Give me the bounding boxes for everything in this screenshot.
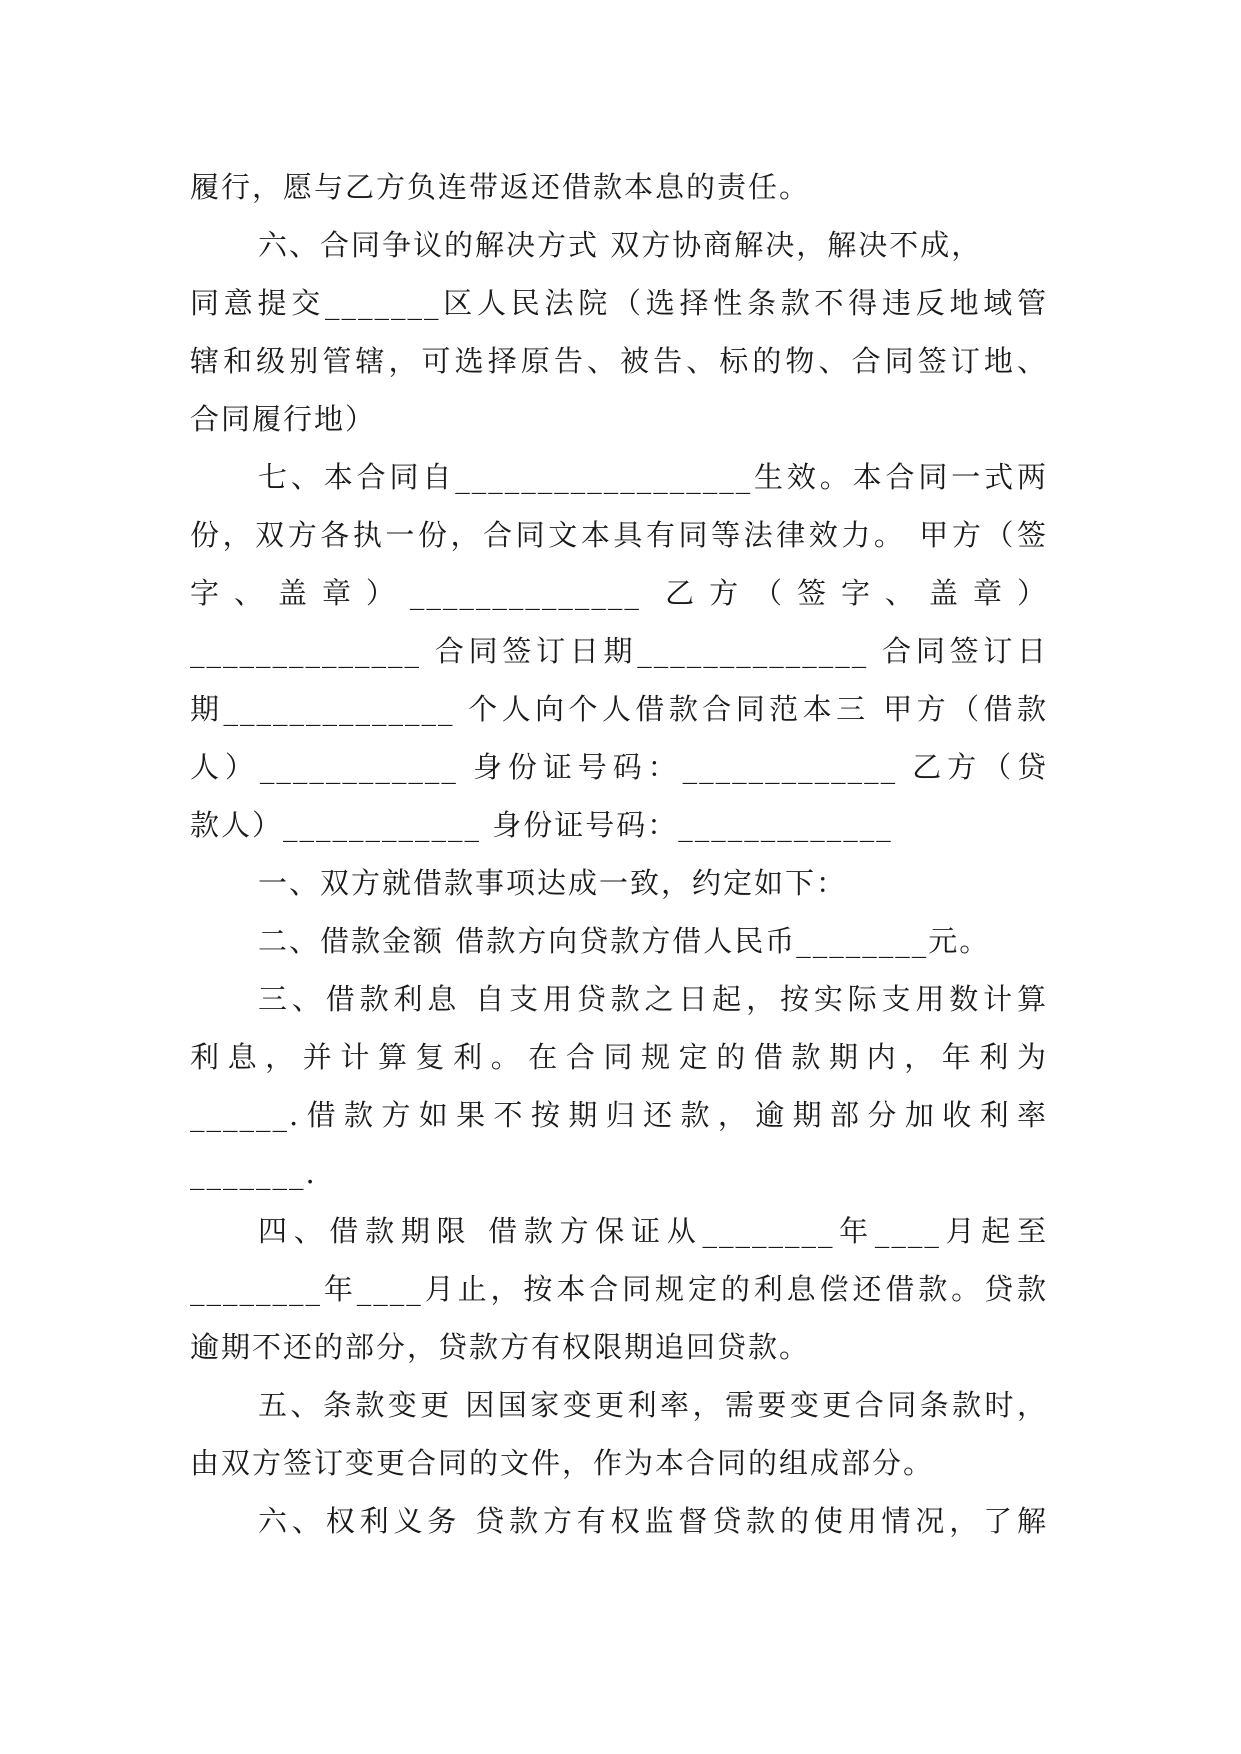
text-line: 七、本合同自__________________生效。本合同一式两 (258, 460, 1048, 494)
text-line: 款人）____________ 身份证号码：_____________ (190, 808, 893, 842)
text-line: 由双方签订变更合同的文件，作为本合同的组成部分。 (190, 1446, 935, 1480)
text-line: 一、双方就借款事项达成一致，约定如下： (258, 866, 848, 900)
text-line: 四、借款期限 借款方保证从________年____月起至 (258, 1214, 1048, 1248)
text-line: 三、借款利息 自支用贷款之日起，按实际支用数计算 (258, 982, 1048, 1016)
text-line: 期______________ 个人向个人借款合同范本三 甲方（借款 (190, 692, 1048, 726)
text-line: 人）____________ 身份证号码：_____________ 乙方（贷 (190, 750, 1048, 784)
text-line: 合同履行地） (190, 402, 377, 436)
text-line: ______________ 合同签订日期______________ 合同签订日 (190, 634, 1048, 668)
text-line: 逾期不还的部分，贷款方有权限期追回贷款。 (190, 1330, 811, 1364)
text-line: 六、合同争议的解决方式 双方协商解决，解决不成， (258, 228, 983, 262)
document-body (190, 158, 1048, 1550)
text-line: 六、权利义务 贷款方有权监督贷款的使用情况，了解 (258, 1504, 1048, 1538)
text-line: 利息，并计算复利。在合同规定的借款期内，年利为 (190, 1040, 1048, 1074)
text-line: 履行，愿与乙方负连带返还借款本息的责任。 (190, 170, 811, 204)
text-line: ______.借款方如果不按期归还款，逾期部分加收利率 (190, 1098, 1048, 1132)
text-line: 五、条款变更 因国家变更利率，需要变更合同条款时， (258, 1388, 1048, 1422)
text-line: 辖和级别管辖，可选择原告、被告、标的物、合同签订地、 (190, 344, 1048, 378)
text-line: ________年____月止，按本合同规定的利息偿还借款。贷款 (190, 1272, 1048, 1306)
text-line: 份，双方各执一份，合同文本具有同等法律效力。 甲方（签 (190, 518, 1048, 552)
text-line: 字、盖章）______________ 乙方（签字、盖章） (190, 576, 1048, 610)
text-line: 二、借款金额 借款方向贷款方借人民币________元。 (258, 924, 991, 958)
text-line: _______. (190, 1156, 317, 1190)
text-line: 同意提交_______区人民法院（选择性条款不得违反地域管 (190, 286, 1048, 320)
